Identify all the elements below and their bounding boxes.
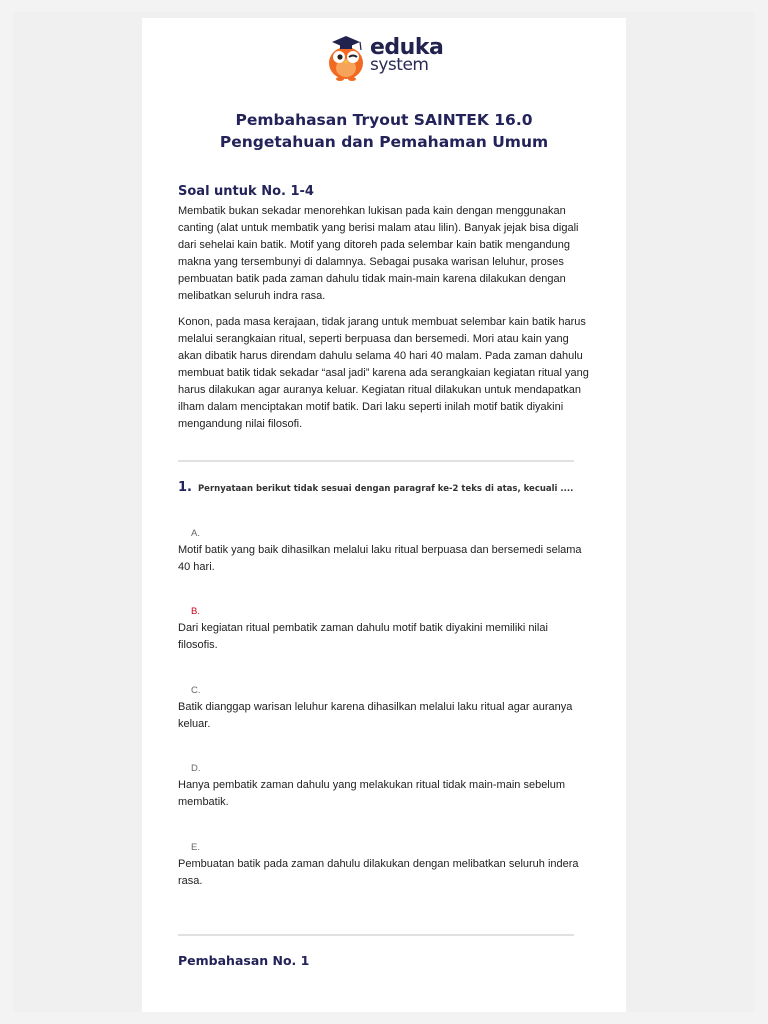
explanation-title: Pembahasan No. 1	[178, 953, 310, 968]
option-c-text[interactable]: Batik dianggap warisan leluhur karena dihasilkan melalui laku ritual agar auranya keluar.	[178, 701, 573, 730]
option-d-letter: D.	[191, 763, 201, 774]
question-text: Pernyataan berikut tidak sesuai dengan paragraf ke-2 teks di atas, kecuali ....	[197, 484, 574, 494]
option-b-text[interactable]: Dari kegiatan ritual pembatik zaman dahulu motif batik diyakini memiliki nilai filosofis.	[178, 622, 548, 651]
page-title-line1: Pembahasan Tryout SAINTEK 16.0	[235, 111, 533, 129]
logo-text-system: system	[370, 55, 429, 75]
page-title-line2: Pengetahuan dan Pemahaman Umum	[219, 133, 549, 151]
option-c-letter: C.	[191, 685, 201, 696]
question-number: 1.	[178, 480, 192, 495]
option-d-text[interactable]: Hanya pembatik zaman dahulu yang melakukan ritual tidak main-main sebelum membatik.	[178, 779, 566, 808]
option-a-letter: A.	[191, 528, 200, 539]
reading-paragraph-2: Konon, pada masa kerajaan, tidak jarang untuk membuat selembar kain batik harus melalui serangkaian ritual, seperti berpuasa dan bersemedi. Mori atau kain yang akan dibatik harus direndam dahulu selama 40 hari 40 malam. Pada zaman dahulu membuat batik tidak sekadar “asal jadi” karena ada serangkaian kegiatan ritual yang harus dilakukan agar auranya keluar. Kegiatan ritual dilakukan untuk mendapatkan ilham dalam menciptakan motif batik. Dari laku seperti inilah motif batik diyakini mengandung nilai filosofi.	[178, 316, 589, 430]
question-1	[178, 480, 598, 495]
logo-text-eduka: eduka	[370, 35, 444, 60]
option-e-letter: E.	[191, 842, 200, 853]
option-b-letter-correct: B.	[191, 606, 200, 617]
option-a-text[interactable]: Motif batik yang baik dihasilkan melalui laku ritual berpuasa dan bersemedi selama 40 hari.	[178, 544, 582, 573]
eduka-logo	[326, 30, 446, 82]
divider	[178, 934, 574, 936]
option-e-text[interactable]: Pembuatan batik pada zaman dahulu dilakukan dengan melibatkan seluruh indera rasa.	[178, 858, 579, 887]
document-page	[142, 18, 626, 1012]
owl-graduate-icon	[326, 30, 370, 82]
reading-paragraph-1: Membatik bukan sekadar menorehkan lukisan pada kain dengan menggunakan canting (alat untuk membatik yang berisi malam atau lilin). Banyak jejak bisa digali dari sehelai kain batik. Motif yang ditoreh pada selembar kain batik mengandung makna yang tersembunyi di dalamnya. Sebagai pusaka warisan leluhur, proses pembuatan batik pada zaman dahulu tidak main-main karena dilakukan dengan melibatkan seluruh indra rasa.	[178, 205, 579, 302]
section-title: Soal untuk No. 1-4	[178, 184, 314, 199]
divider	[178, 460, 574, 462]
